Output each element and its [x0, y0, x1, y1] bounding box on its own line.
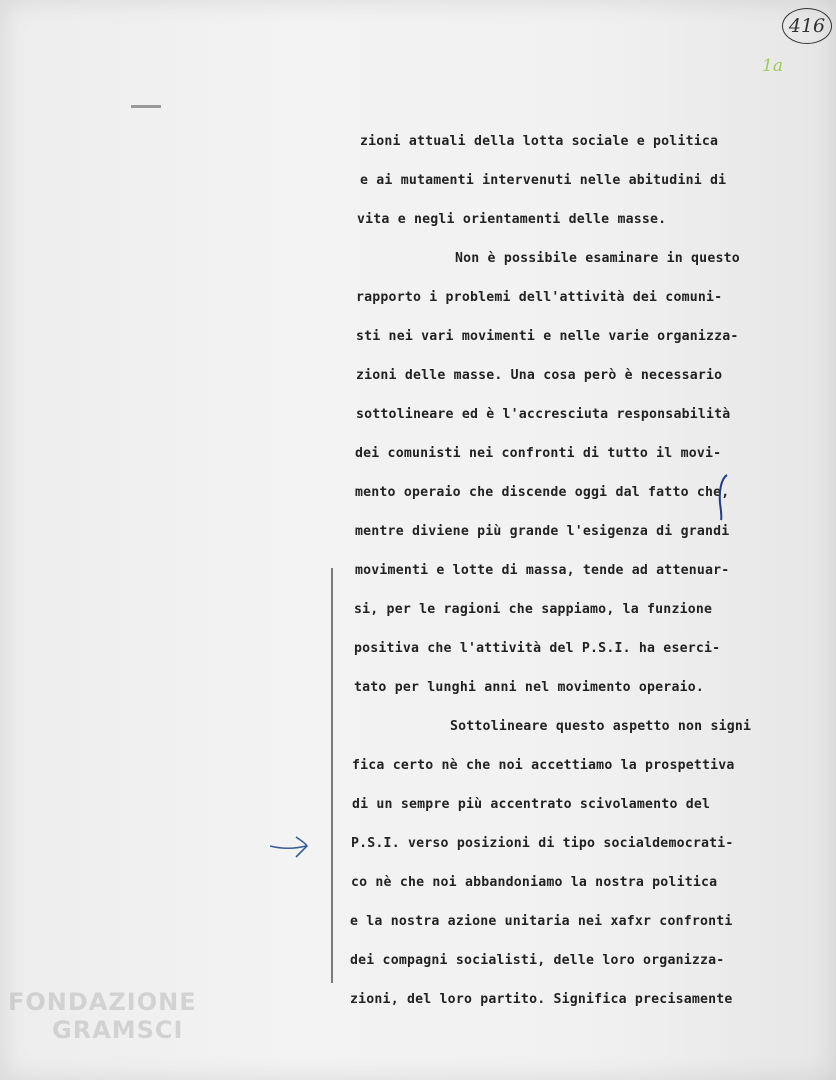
margin-vertical-line [331, 568, 333, 983]
text-line: dei comunisti nei confronti di tutto il movi- [355, 446, 722, 461]
margin-dash-mark [131, 105, 161, 108]
text-line: P.S.I. verso posizioni di tipo socialdemocrati- [351, 836, 734, 851]
text-line: fica certo nè che noi accettiamo la prospettiva [352, 758, 735, 773]
text-line: dei compagni socialisti, delle loro organizza- [350, 953, 725, 968]
text-line: tato per lunghi anni nel movimento operaio. [354, 680, 705, 695]
page-number: 416 [788, 15, 826, 37]
watermark-line-1: FONDAZIONE [8, 988, 197, 1016]
text-line: positiva che l'attività del P.S.I. ha eserci- [354, 641, 721, 656]
watermark [8, 990, 197, 1042]
text-line: zioni attuali della lotta sociale e politica [360, 134, 719, 149]
text-line: rapporto i problemi dell'attività dei comuni- [356, 290, 723, 305]
text-line: si, per le ragioni che sappiamo, la funzione [354, 602, 713, 617]
text-line: di un sempre più accentrato scivolamento del [352, 797, 711, 812]
watermark-line-2: GRAMSCI [52, 1016, 184, 1044]
text-line: sti nei vari movimenti e nelle varie organizza- [356, 329, 739, 344]
text-line: mentre diviene più grande l'esigenza di grandi [355, 524, 730, 539]
text-line: sottolineare ed è l'accresciuta responsabilità [356, 407, 731, 422]
margin-arrow-icon [268, 833, 312, 861]
text-line: Non è possibile esaminare in questo [455, 251, 740, 266]
text-line: e ai mutamenti intervenuti nelle abitudini di [360, 173, 727, 188]
text-line: movimenti e lotte di massa, tende ad attenuar- [355, 563, 730, 578]
text-line: e la nostra azione unitaria nei xafxr confronti [350, 914, 733, 929]
text-line: co nè che noi abbandoniamo la nostra politica [351, 875, 718, 890]
text-line: Sottolineare questo aspetto non signi [450, 719, 752, 734]
pencil-annotation: 1a [762, 56, 783, 76]
ink-correction-mark [715, 473, 733, 521]
text-line: zioni, del loro partito. Significa precisamente [350, 992, 733, 1007]
page-number-circle [782, 8, 832, 44]
text-line: vita e negli orientamenti delle masse. [357, 212, 667, 227]
text-line: mento operaio che discende oggi dal fatto che, [355, 485, 730, 500]
text-line: zioni delle masse. Una cosa però è necessario [356, 368, 723, 383]
